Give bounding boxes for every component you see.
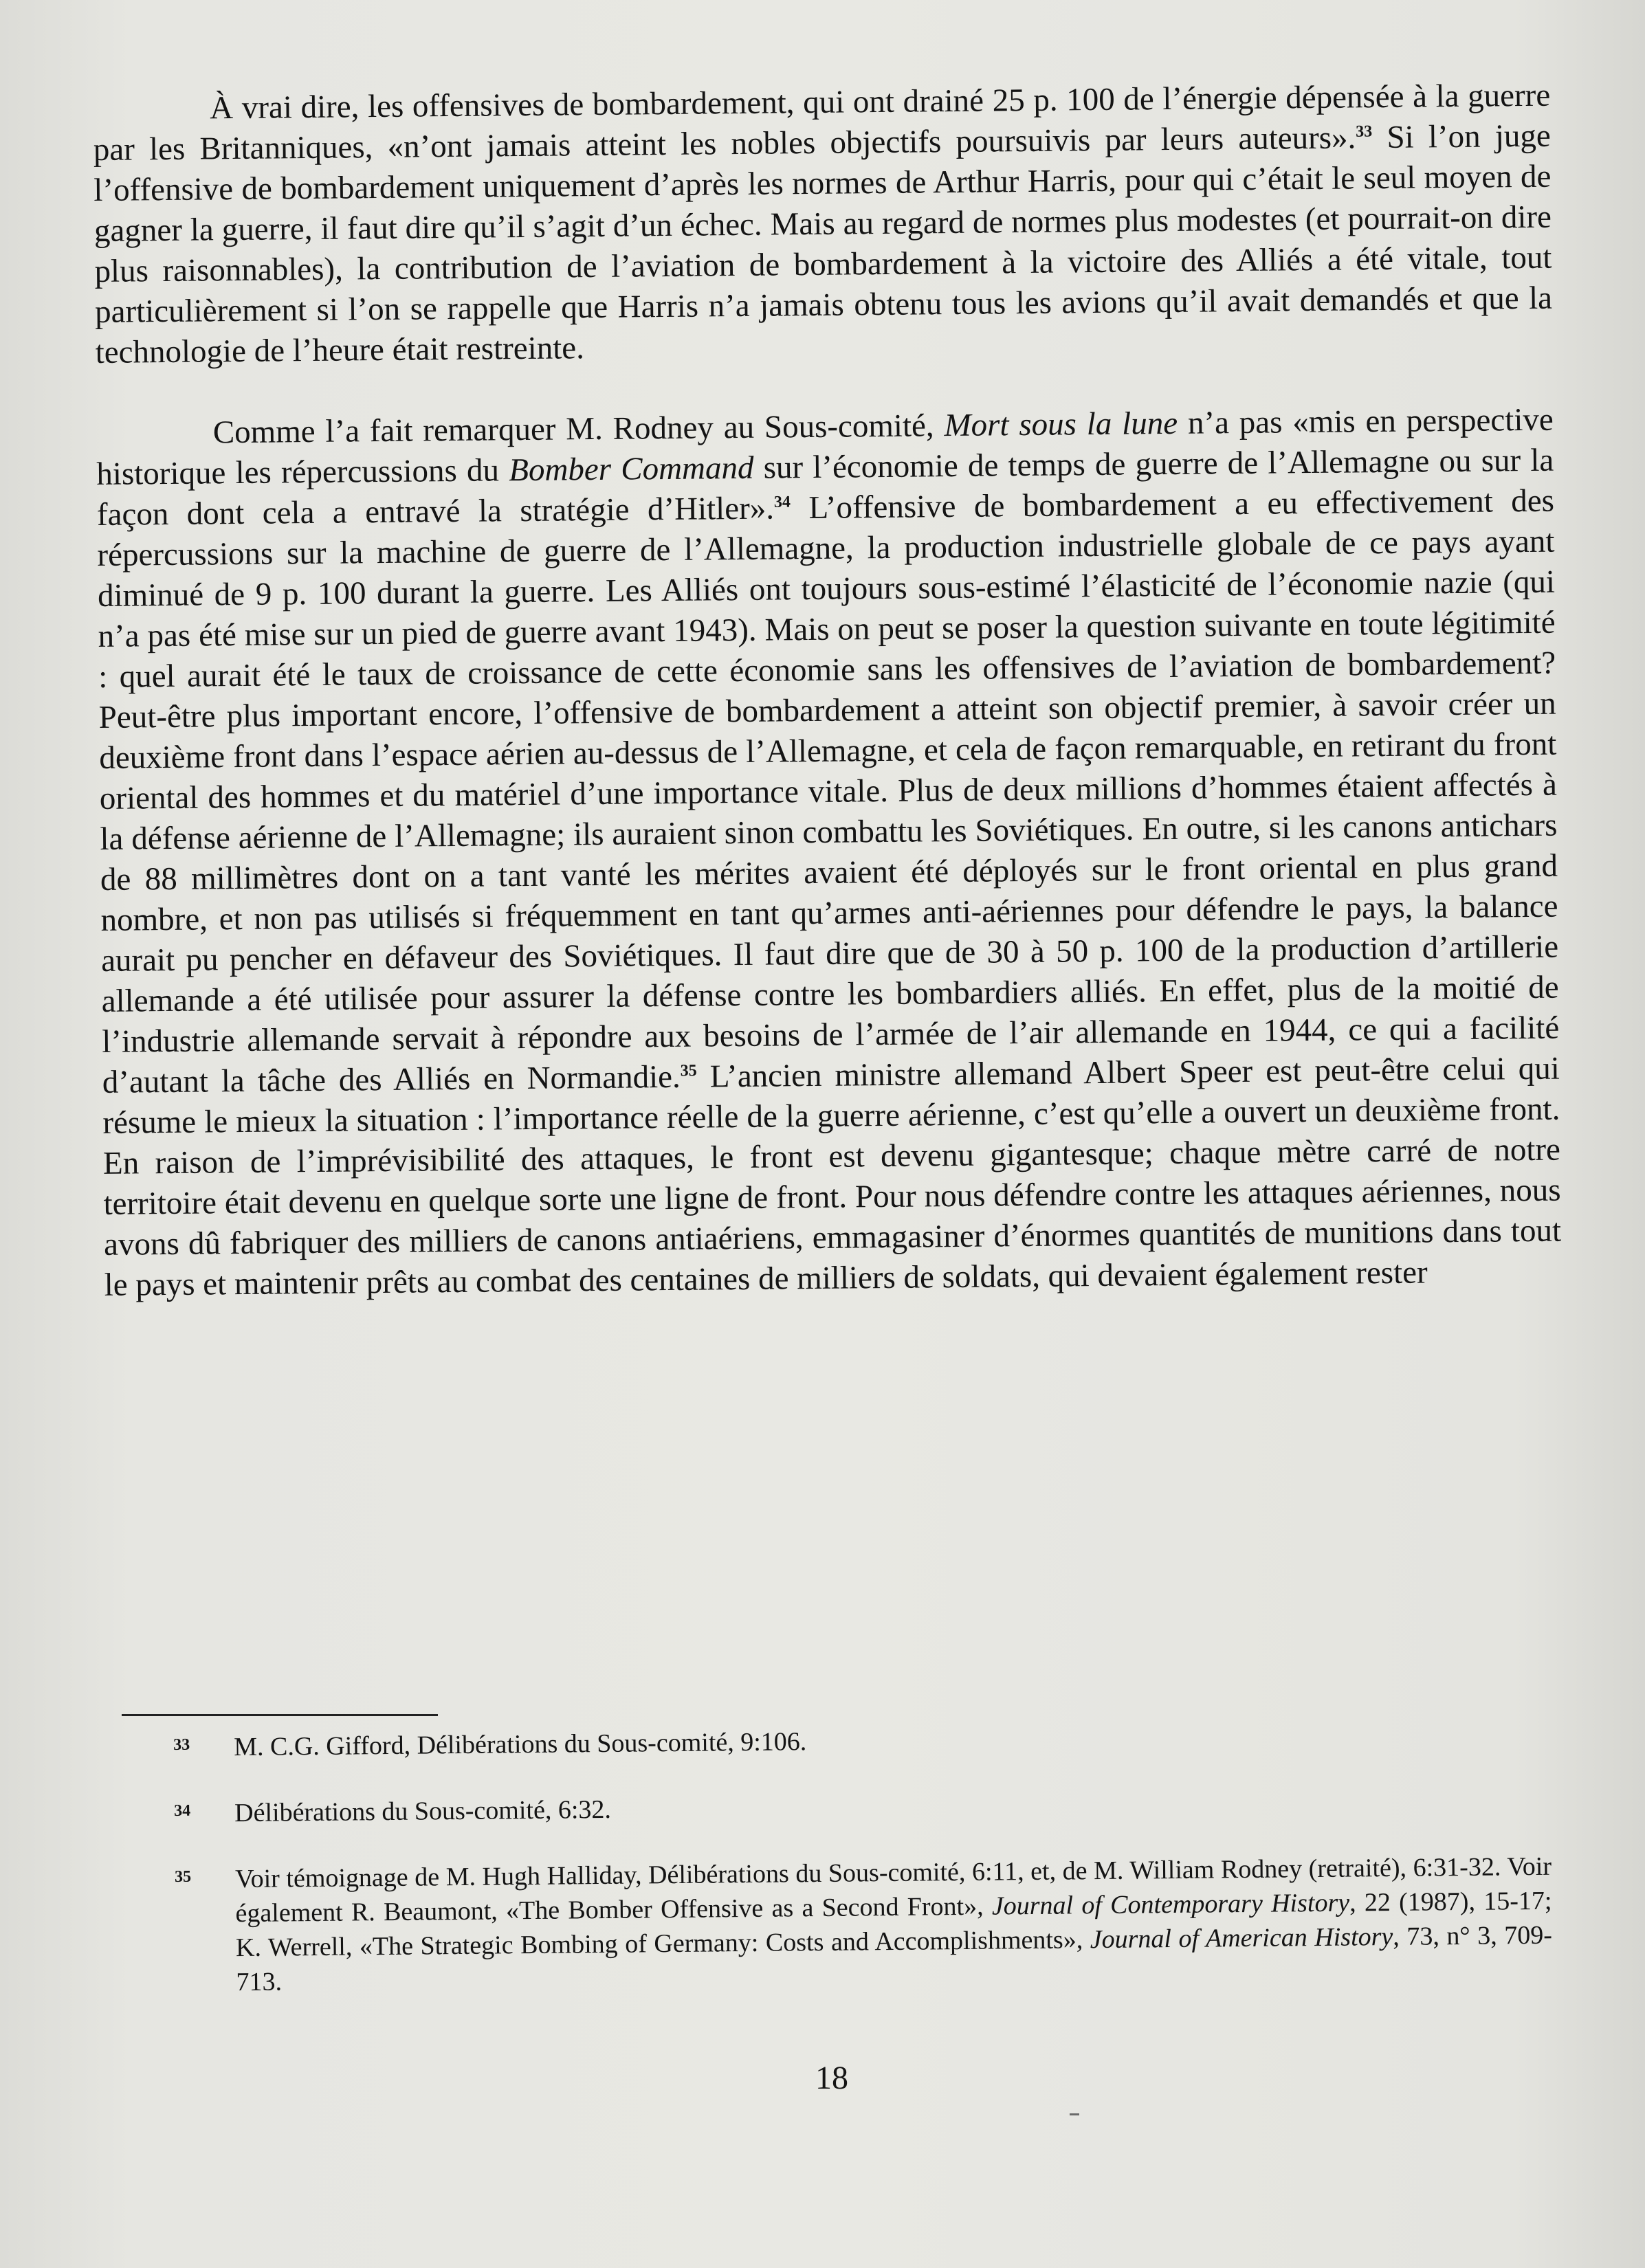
page-number: 18: [815, 2060, 848, 2096]
body-text: [93, 76, 1562, 1306]
footnote-reference: 35: [680, 1061, 697, 1080]
text-run: L’ancien ministre allemand Albert Speer est peut-être celui qui résume le mieux la situation : l’importance réelle de la guerre aérienne, c’est qu’elle a ouvert un deuxième front. En raison de l’imprévisibilité des attaques, le front est devenu gigantesque; chaque mètre carré de notre territoire était devenu en quelque sorte une ligne de front. Pour nous défendre contre les attaques aériennes, nous avons dû fabriquer des milliers de canons antiaériens, emmagasiner d’énormes quantités de munitions dans tout le pays et maintenir prêts au combat des centaines de milliers de soldats, qui devaient également rester: [102, 1050, 1562, 1303]
footnote-number: 33: [173, 1735, 190, 1754]
scan-mark: [1070, 2113, 1079, 2115]
footnote-text: , 73, n° 3, 709-713.: [236, 1920, 1553, 1997]
footnote-reference: 33: [1356, 122, 1373, 141]
footnote-number: 35: [174, 1867, 192, 1886]
footnote-text: Délibérations du Sous-comité, 6:32.: [234, 1794, 612, 1828]
text-run: sur l’économie de temps de guerre de l’Allemagne ou sur la façon dont cela a entravé la stratégie d’Hitler».: [96, 442, 1554, 533]
footnote-text: , 22 (1987), 15-17; K. Werrell, «The Strategic Bombing of Germany: Costs and Accomplishments»,: [235, 1886, 1552, 1963]
footnote-text: Voir témoignage de M. Hugh Halliday, Délibérations du Sous-comité, 6:11, et, de M. William Rodney (retraité), 6:31-32. Voir également R. Beaumont, «The Bomber Offensive as a Second Front»,: [234, 1852, 1552, 1928]
paragraph: [96, 400, 1562, 1306]
footnote: [174, 1783, 1551, 1831]
footnote-separator: [122, 1714, 438, 1716]
book-title: Mort sous la lune: [944, 405, 1178, 444]
footnotes: [173, 1717, 1553, 2032]
footnote: [175, 1849, 1553, 2000]
footnote-number: 34: [173, 1801, 191, 1820]
journal-title: Journal of Contemporary History: [991, 1888, 1350, 1921]
text-run: n’a pas «mis en perspective historique les répercussions du: [96, 401, 1554, 492]
footnote-reference: 34: [773, 493, 791, 511]
text-run: L’offensive de bombardement a eu effectivement des répercussions sur la machine de guerre de l’Allemagne, la production industrielle globale de ce pays ayant diminué de 9 p. 100 durant la guerre. Les Alliés ont toujours sous-estimé l’élasticité de l’économie nazie (qui n’a pas été mise sur un pied de guerre avant 1943). Mais on peut se poser la question suivante en toute légitimité : quel aurait été le taux de croissance de cette économie sans les offensives de l’aviation de bombardement? Peut-être plus important encore, l’offensive de bombardement a atteint son objectif premier, à savoir créer un deuxième front dans l’espace aérien au-dessus de l’Allemagne, et cela de façon remarquable, en retirant du front oriental des hommes et du matériel d’une importance vitale. Plus de deux millions d’hommes étaient affectés à la défense aérienne de l’Allemagne; ils auraient sinon combattu les Soviétiques. En outre, si les canons antichars de 88 millimètres dont on a tant vanté les mérites avaient été déployés sur le front oriental en plus grand nombre, et non pas utilisés si fréquemment en tant qu’armes anti-aériennes pour défendre le pays, la balance aurait pu pencher en défaveur des Soviétiques. Il faut dire que de 30 à 50 p. 100 de la production d’artillerie allemande a été utilisée pour assurer la défense contre les bombardiers alliés. En effet, plus de la moitié de l’industrie allemande servait à répondre aux besoins de l’armée de l’air allemande en 1944, ce qui a facilité d’autant la tâche des Alliés en Normandie.: [97, 482, 1560, 1100]
footnote-text: M. C.G. Gifford, Délibérations du Sous-comité, 9:106.: [234, 1727, 807, 1762]
text-run: Si l’on juge l’offensive de bombardement uniquement d’après les normes de Arthur Harris, pour qui c’était le seul moyen de gagner la guerre, il faut dire qu’il s’agit d’un échec. Mais au regard de normes plus modestes (et pourrait-on dire plus raisonnables), la contribution de l’aviation de bombardement à la victoire des Alliés a été vitale, tout particulièrement si l’on se rappelle que Harris n’a jamais obtenu tous les avions qu’il avait demandés et que la technologie de l’heure était restreinte.: [93, 118, 1553, 370]
text-run: Comme l’a fait remarquer M. Rodney au Sous-comité,: [212, 408, 945, 451]
text-run: À vrai dire, les offensives de bombardement, qui ont drainé 25 p. 100 de l’énergie dépensée à la guerre par les Britanniques, «n’ont jamais atteint les nobles objectifs poursuivis par leurs auteurs».: [93, 77, 1551, 168]
paragraph: [93, 76, 1553, 373]
command-name: Bomber Command: [508, 449, 754, 489]
footnote: [173, 1717, 1550, 1765]
journal-title: Journal of American History: [1090, 1922, 1393, 1955]
